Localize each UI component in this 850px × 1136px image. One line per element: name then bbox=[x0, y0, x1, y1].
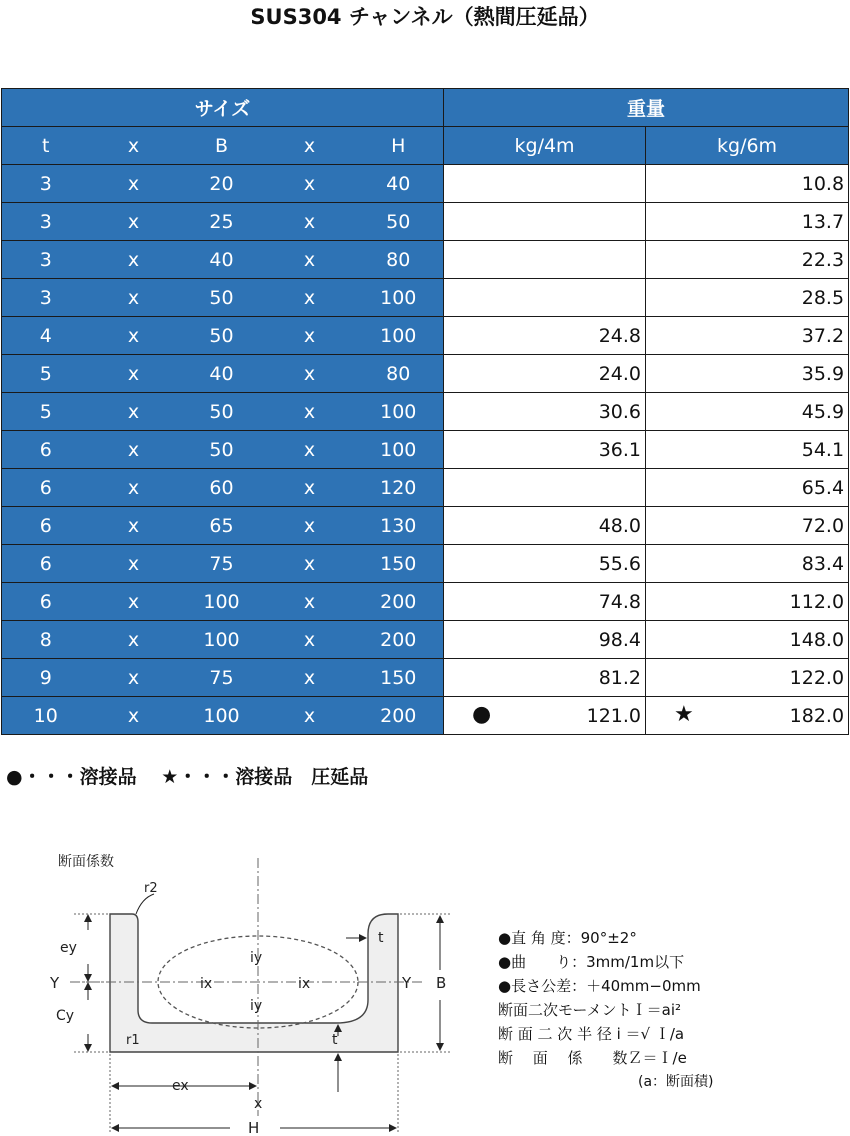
cell-t: 9 bbox=[2, 659, 90, 697]
cell-kg6m bbox=[646, 393, 849, 431]
cell-t: 3 bbox=[2, 241, 90, 279]
cell-x2: x bbox=[266, 203, 354, 241]
cell-t: 6 bbox=[2, 545, 90, 583]
col-header-h: H bbox=[354, 127, 444, 165]
property-bend: ●曲 り：3mm/1m以下 bbox=[498, 953, 685, 971]
label-ex: ex bbox=[172, 1078, 189, 1094]
cell-b: 100 bbox=[178, 621, 266, 659]
cell-t: 3 bbox=[2, 165, 90, 203]
cell-b: 50 bbox=[178, 317, 266, 355]
cell-b: 40 bbox=[178, 355, 266, 393]
cell-kg6m bbox=[646, 431, 849, 469]
formula-section-modulus: 断 面 係 数Ｚ＝Ｉ/e bbox=[498, 1049, 687, 1067]
cell-kg4m bbox=[444, 241, 646, 279]
column-header-row bbox=[2, 127, 849, 165]
col-header-x1: x bbox=[90, 127, 178, 165]
cell-x2: x bbox=[266, 507, 354, 545]
cell-kg6m bbox=[646, 545, 849, 583]
cell-b: 75 bbox=[178, 545, 266, 583]
cell-b: 60 bbox=[178, 469, 266, 507]
weight-value: 98.4 bbox=[598, 628, 642, 651]
table-row bbox=[2, 317, 849, 355]
cell-kg4m bbox=[444, 697, 646, 735]
cell-t: 6 bbox=[2, 507, 90, 545]
cell-kg4m bbox=[444, 469, 646, 507]
cell-b: 40 bbox=[178, 241, 266, 279]
cell-kg6m bbox=[646, 279, 849, 317]
table-row bbox=[2, 279, 849, 317]
label-cy: Cy bbox=[56, 1008, 75, 1024]
table-row bbox=[2, 659, 849, 697]
cell-b: 65 bbox=[178, 507, 266, 545]
table-row bbox=[2, 545, 849, 583]
cell-x1: x bbox=[90, 659, 178, 697]
cell-x1: x bbox=[90, 507, 178, 545]
cell-x2: x bbox=[266, 583, 354, 621]
cell-kg6m bbox=[646, 317, 849, 355]
cell-t: 6 bbox=[2, 469, 90, 507]
cell-kg6m bbox=[646, 697, 849, 735]
cell-b: 100 bbox=[178, 697, 266, 735]
property-length-tolerance: ●長さ公差：＋40mm−0mm bbox=[498, 977, 701, 995]
cell-h: 40 bbox=[354, 165, 444, 203]
cell-b: 50 bbox=[178, 279, 266, 317]
cell-kg6m bbox=[646, 621, 849, 659]
label-x: x bbox=[254, 1096, 263, 1112]
legend-welded-rolled: ★・・・溶接品 圧延品 bbox=[161, 766, 369, 788]
cell-kg4m bbox=[444, 507, 646, 545]
label-y-left: Y bbox=[50, 974, 60, 992]
cell-t: 6 bbox=[2, 431, 90, 469]
cell-b: 100 bbox=[178, 583, 266, 621]
weight-value: 55.6 bbox=[598, 552, 642, 575]
cell-kg6m bbox=[646, 659, 849, 697]
cell-kg4m bbox=[444, 279, 646, 317]
weight-value: 24.0 bbox=[598, 362, 642, 385]
property-angle: ●直 角 度：90°±2° bbox=[498, 929, 637, 947]
cell-kg6m bbox=[646, 165, 849, 203]
cell-h: 150 bbox=[354, 659, 444, 697]
weight-value: 54.1 bbox=[801, 438, 845, 461]
cell-x2: x bbox=[266, 355, 354, 393]
cell-x1: x bbox=[90, 165, 178, 203]
label-ix-left: ix bbox=[200, 976, 213, 992]
weight-value: 37.2 bbox=[801, 324, 845, 347]
table-row bbox=[2, 431, 849, 469]
cell-x2: x bbox=[266, 241, 354, 279]
cell-x1: x bbox=[90, 241, 178, 279]
weight-value: 30.6 bbox=[598, 400, 642, 423]
table-row bbox=[2, 355, 849, 393]
cell-x1: x bbox=[90, 393, 178, 431]
table-row bbox=[2, 165, 849, 203]
cell-kg4m bbox=[444, 203, 646, 241]
weight-value: 182.0 bbox=[789, 704, 845, 727]
cell-x1: x bbox=[90, 583, 178, 621]
formula-note: (a：断面積) bbox=[638, 1074, 714, 1090]
weight-value: 148.0 bbox=[789, 628, 845, 651]
cell-kg4m bbox=[444, 355, 646, 393]
marker-symbol: ★ bbox=[674, 702, 694, 727]
legend-welded: ●・・・溶接品 bbox=[6, 766, 137, 788]
weight-value: 48.0 bbox=[598, 514, 642, 537]
cell-t: 3 bbox=[2, 203, 90, 241]
cell-h: 200 bbox=[354, 621, 444, 659]
weight-value: 72.0 bbox=[801, 514, 845, 537]
weight-value: 74.8 bbox=[598, 590, 642, 613]
cell-t: 6 bbox=[2, 583, 90, 621]
label-ix-right: ix bbox=[298, 976, 311, 992]
cell-x1: x bbox=[90, 431, 178, 469]
cell-h: 100 bbox=[354, 279, 444, 317]
label-iy-bottom: iy bbox=[250, 998, 263, 1014]
label-t-top: t bbox=[378, 930, 384, 946]
cell-kg4m bbox=[444, 659, 646, 697]
cell-kg6m bbox=[646, 241, 849, 279]
cell-b: 20 bbox=[178, 165, 266, 203]
cell-t: 8 bbox=[2, 621, 90, 659]
cell-kg4m bbox=[444, 583, 646, 621]
cell-b: 75 bbox=[178, 659, 266, 697]
col-header-x2: x bbox=[266, 127, 354, 165]
cell-x2: x bbox=[266, 469, 354, 507]
weight-value: 81.2 bbox=[598, 666, 642, 689]
cell-b: 50 bbox=[178, 393, 266, 431]
cell-t: 5 bbox=[2, 355, 90, 393]
label-y-right: Y bbox=[402, 974, 412, 992]
cell-x1: x bbox=[90, 355, 178, 393]
diagram-heading: 断面係数 bbox=[58, 854, 114, 870]
label-ey: ey bbox=[60, 940, 77, 956]
col-header-kg6m: kg/6m bbox=[646, 127, 849, 165]
weight-value: 83.4 bbox=[801, 552, 845, 575]
label-r1: r1 bbox=[126, 1033, 140, 1048]
weight-value: 121.0 bbox=[586, 704, 642, 727]
cell-x1: x bbox=[90, 203, 178, 241]
cell-h: 200 bbox=[354, 583, 444, 621]
size-group-header: サイズ bbox=[2, 89, 444, 127]
spec-table bbox=[1, 88, 849, 735]
cell-x2: x bbox=[266, 697, 354, 735]
cell-x2: x bbox=[266, 165, 354, 203]
cell-h: 120 bbox=[354, 469, 444, 507]
label-iy-top: iy bbox=[250, 950, 263, 966]
cell-kg6m bbox=[646, 355, 849, 393]
group-header-row bbox=[2, 89, 849, 127]
cell-x2: x bbox=[266, 279, 354, 317]
weight-value: 112.0 bbox=[789, 590, 845, 613]
label-r2: r2 bbox=[144, 881, 158, 896]
cell-x2: x bbox=[266, 659, 354, 697]
weight-value: 35.9 bbox=[801, 362, 845, 385]
cell-x1: x bbox=[90, 469, 178, 507]
weight-value: 65.4 bbox=[801, 476, 845, 499]
cell-x1: x bbox=[90, 621, 178, 659]
weight-value: 13.7 bbox=[801, 210, 845, 233]
cell-h: 80 bbox=[354, 241, 444, 279]
table-row bbox=[2, 469, 849, 507]
weight-value: 36.1 bbox=[598, 438, 642, 461]
cell-x2: x bbox=[266, 621, 354, 659]
cell-x2: x bbox=[266, 545, 354, 583]
formula-radius-of-gyration: 断 面 二 次 半 径 i ＝√ Ｉ/a bbox=[498, 1025, 685, 1043]
cell-t: 10 bbox=[2, 697, 90, 735]
marker-symbol: ● bbox=[472, 702, 492, 727]
col-header-kg4m: kg/4m bbox=[444, 127, 646, 165]
cell-kg4m bbox=[444, 165, 646, 203]
table-row bbox=[2, 241, 849, 279]
cell-x1: x bbox=[90, 317, 178, 355]
cell-t: 5 bbox=[2, 393, 90, 431]
cell-x2: x bbox=[266, 431, 354, 469]
formula-moment-of-inertia: 断面二次モーメントＩ＝ai² bbox=[498, 1001, 682, 1019]
weight-value: 28.5 bbox=[801, 286, 845, 309]
cell-h: 100 bbox=[354, 317, 444, 355]
col-header-t: t bbox=[2, 127, 90, 165]
weight-value: 24.8 bbox=[598, 324, 642, 347]
cell-h: 200 bbox=[354, 697, 444, 735]
label-h: H bbox=[248, 1119, 260, 1136]
cell-t: 4 bbox=[2, 317, 90, 355]
cell-h: 50 bbox=[354, 203, 444, 241]
cell-h: 130 bbox=[354, 507, 444, 545]
cell-h: 100 bbox=[354, 393, 444, 431]
table-row bbox=[2, 697, 849, 735]
weight-value: 45.9 bbox=[801, 400, 845, 423]
cell-x2: x bbox=[266, 393, 354, 431]
cell-h: 100 bbox=[354, 431, 444, 469]
table-row bbox=[2, 203, 849, 241]
cell-x1: x bbox=[90, 279, 178, 317]
cell-t: 3 bbox=[2, 279, 90, 317]
cell-kg4m bbox=[444, 317, 646, 355]
cell-kg6m bbox=[646, 583, 849, 621]
cell-b: 50 bbox=[178, 431, 266, 469]
cell-b: 25 bbox=[178, 203, 266, 241]
label-b: B bbox=[436, 974, 447, 992]
weight-group-header: 重量 bbox=[444, 89, 849, 127]
cell-h: 150 bbox=[354, 545, 444, 583]
cell-kg4m bbox=[444, 431, 646, 469]
page-title: SUS304 チャンネル（熱間圧延品） bbox=[250, 5, 600, 29]
table-row bbox=[2, 621, 849, 659]
cell-kg6m bbox=[646, 203, 849, 241]
cell-kg4m bbox=[444, 393, 646, 431]
weight-value: 122.0 bbox=[789, 666, 845, 689]
cell-h: 80 bbox=[354, 355, 444, 393]
cell-kg6m bbox=[646, 507, 849, 545]
cell-x2: x bbox=[266, 317, 354, 355]
cell-kg6m bbox=[646, 469, 849, 507]
table-row bbox=[2, 583, 849, 621]
col-header-b: B bbox=[178, 127, 266, 165]
legend bbox=[6, 762, 386, 789]
channel-profile bbox=[110, 914, 398, 1052]
weight-value: 22.3 bbox=[801, 248, 845, 271]
properties-list bbox=[498, 926, 714, 1094]
cell-kg4m bbox=[444, 545, 646, 583]
cell-kg4m bbox=[444, 621, 646, 659]
table-row bbox=[2, 507, 849, 545]
cell-x1: x bbox=[90, 697, 178, 735]
weight-value: 10.8 bbox=[801, 172, 845, 195]
label-t-bottom: t bbox=[332, 1032, 338, 1048]
cell-x1: x bbox=[90, 545, 178, 583]
table-row bbox=[2, 393, 849, 431]
